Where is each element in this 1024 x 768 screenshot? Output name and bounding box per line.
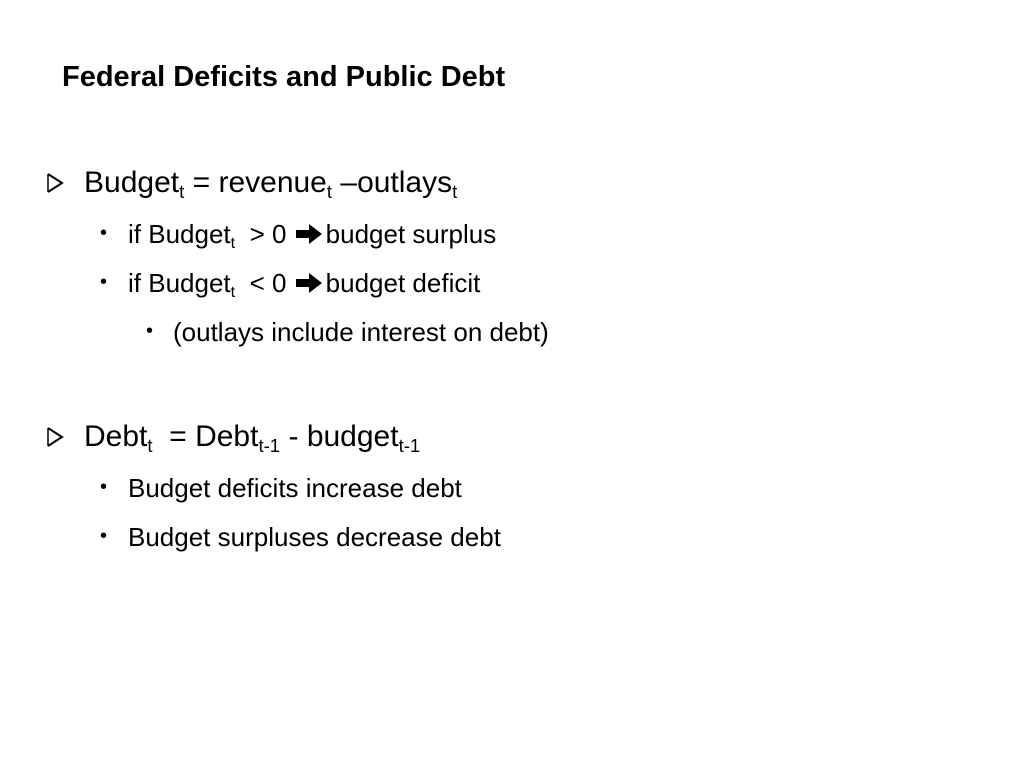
revenue-subscript: t [326,180,333,202]
surplus-result: budget surplus [325,219,497,249]
bullet-marker: • [100,271,108,293]
bullet-marker: • [146,320,154,342]
surplus-prefix: if Budget [128,219,231,249]
slide-title: Federal Deficits and Public Debt [62,61,506,93]
surplus-bullet [128,217,496,251]
chevron-right-icon-svg [46,172,64,194]
budget-prev-subscript: t-1 [398,434,421,456]
debt-prev-subscript: t-1 [258,434,281,456]
right-arrow-icon [296,224,322,244]
outlays-subscript: t [452,180,458,202]
bullet-marker: • [100,525,108,547]
budget-subscript: t [179,180,185,202]
deficits-increase-bullet: Budget deficits increase debt [128,473,462,503]
chevron-right-icon-svg [46,426,64,448]
debt-subscript: t [147,434,153,456]
budget-prev-label: - budget [280,420,399,453]
surpluses-decrease-bullet: Budget surpluses decrease debt [128,522,501,552]
outlays-label: –outlays [332,166,453,199]
debt-equation [84,417,420,457]
chevron-right-icon [46,426,64,453]
deficit-bullet [128,266,480,300]
surplus-operator: > 0 [235,219,294,249]
budget-equation [84,163,457,203]
deficit-prefix: if Budget [128,268,231,298]
debt-label: Debt [84,420,148,453]
deficit-subscript: t [230,283,236,302]
chevron-right-icon [46,172,64,199]
bullet-marker: • [100,476,108,498]
right-arrow-icon [296,273,322,293]
budget-label: Budget [84,166,180,199]
revenue-label: = revenue [184,166,327,199]
debt-prev-label: = Debt [152,420,259,453]
surplus-subscript: t [230,234,236,253]
deficit-result: budget deficit [325,268,481,298]
deficit-operator: < 0 [235,268,294,298]
interest-note: (outlays include interest on debt) [173,317,549,347]
bullet-marker: • [100,222,108,244]
